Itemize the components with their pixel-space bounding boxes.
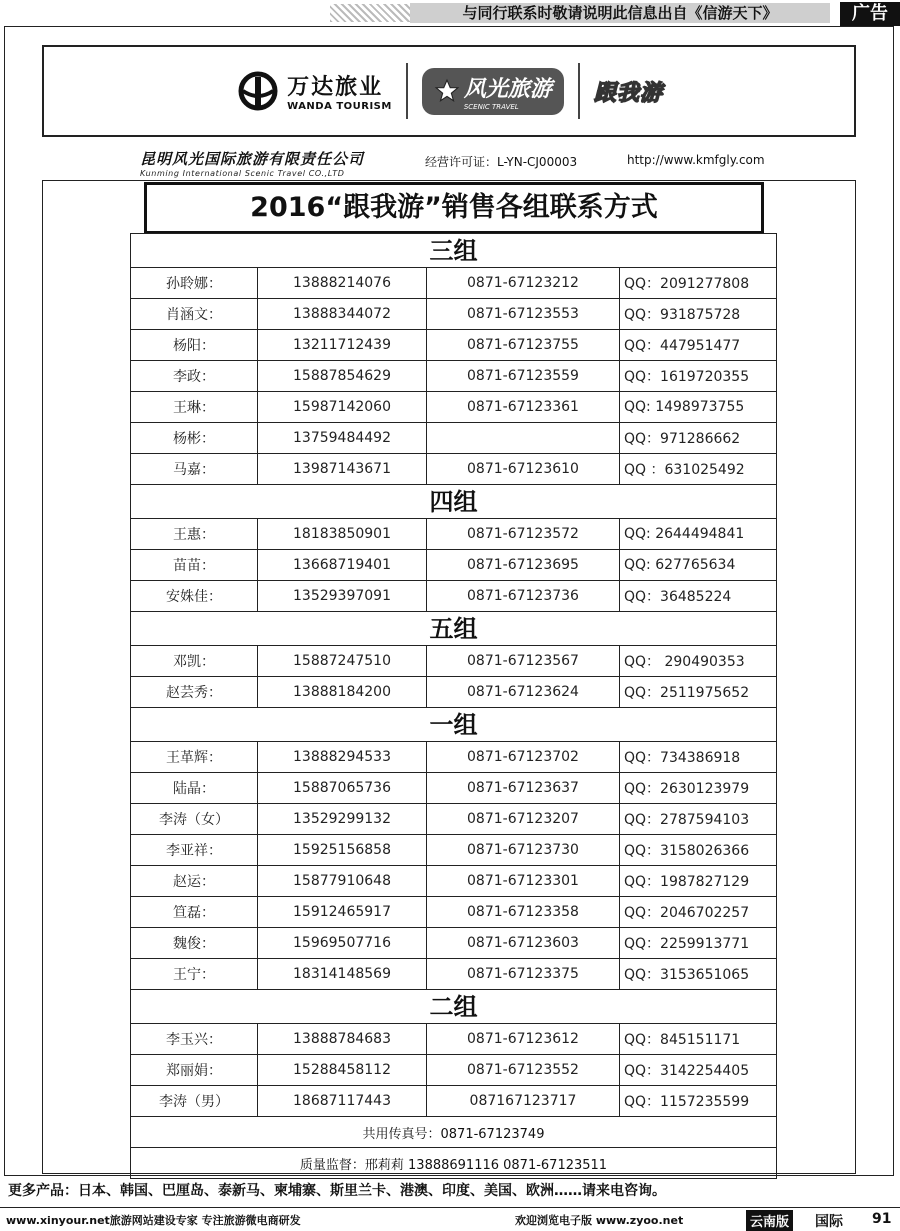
qq-number: QQ：3153651065 [624,967,750,983]
mobile-number: 15925156858 [258,835,427,865]
office-phone: 0871-67123301 [427,866,620,896]
qq-number: QQ：447951477 [624,338,741,354]
office-phone: 0871-67123207 [427,804,620,834]
contact-name: 笪磊： [131,897,258,927]
mobile-number: 13668719401 [258,550,427,580]
page-number: 91 [872,1211,892,1227]
mobile-number: 15877910648 [258,866,427,896]
qq-number: QQ：1619720355 [624,369,750,385]
qq-number: QQ: 627765634 [624,557,736,573]
office-phone: 0871-67123572 [427,519,620,549]
qq-number: QQ：2046702257 [624,905,750,921]
contact-name: 赵运： [131,866,258,896]
office-phone: 0871-67123612 [427,1024,620,1054]
contact-table [130,233,777,1179]
mobile-number: 18314148569 [258,959,427,989]
mobile-number: 18183850901 [258,519,427,549]
group-heading: 五组 [131,611,776,645]
genwoyou-logo: 跟我游 [593,80,663,106]
table-row [131,422,776,453]
group-heading: 三组 [131,233,776,267]
mobile-number: 15987142060 [258,392,427,422]
table-row [131,360,776,391]
contact-name: 李亚祥： [131,835,258,865]
contact-name: 肖涵文： [131,299,258,329]
group-heading: 二组 [131,989,776,1023]
fengguang-name-en: SCENIC TRAVEL [463,102,519,111]
products-line: 更多产品：日本、韩国、巴厘岛、泰新马、柬埔寨、斯里兰卡、港澳、印度、美国、欧洲……请来电咨询。 [8,1183,666,1199]
office-phone: 0871-67123358 [427,897,620,927]
table-row [131,741,776,772]
table-row [131,298,776,329]
office-phone [427,423,620,453]
table-row [131,803,776,834]
footer-bar [0,1207,900,1231]
qq-number: QQ：971286662 [624,431,741,447]
mobile-number: 15912465917 [258,897,427,927]
contact-name: 李政： [131,361,258,391]
table-row [131,329,776,360]
mobile-number: 15969507716 [258,928,427,958]
contact-name: 苗苗： [131,550,258,580]
office-phone: 0871-67123375 [427,959,620,989]
mobile-number: 13888214076 [258,268,427,298]
office-phone: 0871-67123553 [427,299,620,329]
qq-number: QQ：2091277808 [624,276,750,292]
license-number: 经营许可证：L-YN-CJ00003 [425,155,578,169]
table-row [131,958,776,989]
table-row [131,518,776,549]
table-row [131,896,776,927]
table-row [131,927,776,958]
mobile-number: 13888184200 [258,677,427,707]
office-phone: 0871-67123702 [427,742,620,772]
office-phone: 0871-67123559 [427,361,620,391]
wanda-emblem-icon [235,71,281,111]
contact-name: 杨阳： [131,330,258,360]
qq-number: QQ: 2644494841 [624,526,745,542]
qq-number: QQ ：631025492 [624,462,745,478]
contact-name: 杨彬： [131,423,258,453]
office-phone: 0871-67123552 [427,1055,620,1085]
qq-number: QQ: 1498973755 [624,399,745,415]
table-row [131,549,776,580]
mobile-number: 13211712439 [258,330,427,360]
contact-name: 孙聆娜： [131,268,258,298]
mobile-number: 13888344072 [258,299,427,329]
office-phone: 0871-67123361 [427,392,620,422]
divider [578,63,580,119]
table-row [131,1085,776,1116]
office-phone: 087167123717 [427,1086,620,1116]
office-phone: 0871-67123695 [427,550,620,580]
group-heading: 四组 [131,484,776,518]
website-link[interactable]: http://www.kmfgly.com [627,153,765,167]
qq-number: QQ：3158026366 [624,843,750,859]
mobile-number: 13987143671 [258,454,427,484]
table-row [131,453,776,484]
office-phone: 0871-67123755 [427,330,620,360]
mobile-number: 15887247510 [258,646,427,676]
qq-number: QQ：2259913771 [624,936,750,952]
company-name-cn: 昆明风光国际旅游有限责任公司 [140,150,365,168]
qq-number: QQ：1157235599 [624,1094,750,1110]
table-row [131,676,776,707]
office-phone: 0871-67123212 [427,268,620,298]
office-phone: 0871-67123736 [427,581,620,611]
contact-name: 魏俊： [131,928,258,958]
contact-name: 安姝佳： [131,581,258,611]
office-phone: 0871-67123567 [427,646,620,676]
contact-name: 李涛（女） [131,804,258,834]
mobile-number: 13759484492 [258,423,427,453]
qq-number: QQ：2787594103 [624,812,750,828]
page-title: 2016“跟我游”销售各组联系方式 [144,182,764,234]
contact-name: 王宁： [131,959,258,989]
qq-number: QQ：1987827129 [624,874,750,890]
mobile-number: 13888784683 [258,1024,427,1054]
fengguang-logo [422,68,564,115]
contact-name: 邓凯： [131,646,258,676]
contact-name: 王琳： [131,392,258,422]
contact-name: 王惠： [131,519,258,549]
qq-number: QQ：734386918 [624,750,741,766]
edition-badge: 云南版 [746,1210,793,1231]
qq-number: QQ：931875728 [624,307,741,323]
qq-number: QQ：36485224 [624,589,732,605]
qq-number: QQ：2630123979 [624,781,750,797]
contact-name: 郑丽娟： [131,1055,258,1085]
contact-name: 赵芸秀： [131,677,258,707]
fengguang-name-cn: 风光旅游 [463,76,552,102]
contact-name: 王革辉： [131,742,258,772]
logo-banner [42,45,856,137]
table-row [131,865,776,896]
top-banner [0,0,900,26]
mobile-number: 15887065736 [258,773,427,803]
divider [406,63,408,119]
qq-number: QQ：845151171 [624,1032,741,1048]
mobile-number: 13529397091 [258,581,427,611]
wanda-name-en: WANDA TOURISM [287,101,392,112]
office-phone: 0871-67123730 [427,835,620,865]
table-row [131,772,776,803]
mobile-number: 13888294533 [258,742,427,772]
table-row [131,834,776,865]
office-phone: 0871-67123624 [427,677,620,707]
supervision-row: 质量监督：邢莉莉 13888691116 0871-67123511 [131,1147,776,1178]
mobile-number: 13529299132 [258,804,427,834]
star-icon [434,78,460,104]
group-heading: 一组 [131,707,776,741]
ad-tag: 广告 [840,2,900,26]
decorative-pattern [330,4,410,22]
table-row [131,1054,776,1085]
company-name-en: Kunming International Scenic Travel CO.,LTD [140,169,345,178]
contact-name: 李玉兴： [131,1024,258,1054]
contact-name: 李涛（男） [131,1086,258,1116]
qq-number: QQ：3142254405 [624,1063,750,1079]
table-row [131,391,776,422]
table-row [131,267,776,298]
wanda-name-cn: 万达旅业 [287,75,384,100]
table-row [131,645,776,676]
fax-row: 共用传真号：0871-67123749 [131,1116,776,1147]
contact-name: 陆晶： [131,773,258,803]
footer-site-text: 欢迎浏览电子版 www.zyoo.net [515,1214,684,1227]
qq-number: QQ： 290490353 [624,654,745,670]
table-row [131,1023,776,1054]
wanda-logo [235,70,392,112]
table-row [131,580,776,611]
header-slogan: 与同行联系时敬请说明此信息出自《信游天下》 [410,3,830,23]
office-phone: 0871-67123603 [427,928,620,958]
contact-name: 马嘉： [131,454,258,484]
mobile-number: 15288458112 [258,1055,427,1085]
section-label: 国际 [815,1214,843,1230]
company-name [140,148,400,178]
qq-number: QQ：2511975652 [624,685,750,701]
office-phone: 0871-67123637 [427,773,620,803]
office-phone: 0871-67123610 [427,454,620,484]
mobile-number: 15887854629 [258,361,427,391]
footer-left-text: www.xinyour.net旅游网站建设专家 专注旅游微电商研发 [6,1214,301,1227]
mobile-number: 18687117443 [258,1086,427,1116]
